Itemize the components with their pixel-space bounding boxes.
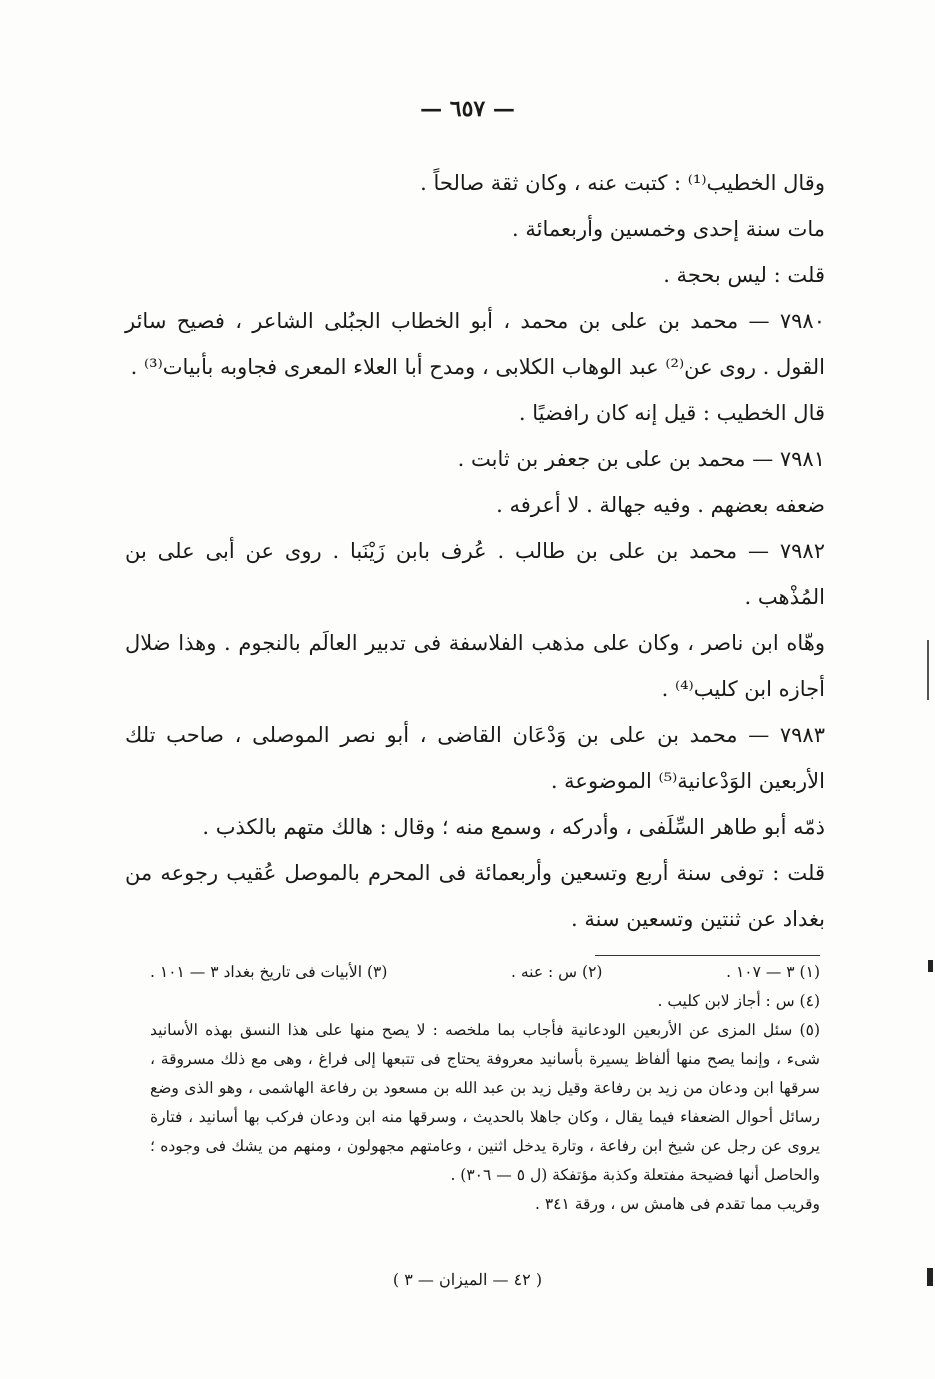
signature-mark: ( ٤٢ — الميزان — ٣ ): [392, 1270, 543, 1289]
footnote-divider: [595, 955, 820, 956]
paragraph-1: وقال الخطيب⁽¹⁾ : كتبت عنه ، وكان ثقة صالحاً .: [420, 171, 825, 195]
paragraph-2: مات سنة إحدى وخمسين وأربعمائة .: [512, 217, 825, 241]
paragraph-9: وهّاه ابن ناصر ، وكان على مذهب الفلاسفة فى تدبير العالَم بالنجوم . وهذا ضلال أجازه ابن كليب⁽⁴⁾ .: [125, 631, 825, 701]
footnote-4: (٤) س : أجاز لابن كليب .: [657, 992, 820, 1010]
footnote-2: (٢) س : عنه .: [511, 963, 603, 981]
footnote-row-1: [150, 958, 820, 987]
footnote-6: وقريب مما تقدم فى هامش س ، ورقة ٣٤١ .: [534, 1195, 820, 1213]
paragraph-12: قلت : توفى سنة أربع وتسعين وأربعمائة فى المحرم بالموصل عُقيب رجوعه من بغداد عن ثنتين وتسعين سنة .: [125, 861, 825, 931]
page-number: — ٦٥٧ —: [420, 96, 515, 122]
footnotes: [150, 958, 820, 1219]
paragraph-5: قال الخطيب : قيل إنه كان رافضيًا .: [518, 401, 825, 425]
scan-mark-right-bottom: [927, 1268, 933, 1286]
entry-7982: ٧٩٨٢ — محمد بن على بن طالب . عُرف بابن زَيْنَبا . روى عن أبى على بن المُذْهب .: [125, 539, 825, 609]
paragraph-11: ذمّه أبو طاهر السِّلَفى ، وأدركه ، وسمع منه ؛ وقال : هالك متهم بالكذب .: [202, 815, 825, 839]
main-text: [125, 160, 825, 942]
paragraph-7: ضعفه بعضهم . وفيه جهالة . لا أعرفه .: [496, 493, 825, 517]
paragraph-3: قلت : ليس بحجة .: [663, 263, 825, 287]
scan-mark-right: [928, 960, 933, 972]
footnote-5: (٥) سئل المزى عن الأربعين الودعانية فأجاب بما ملخصه : لا يصح منها على هذا النسق بهذه الأسانيد شىء ، وإنما يصح منها ألفاظ يسيرة بأسانيد معروفة يحتاج فى تتبعها إلى فراغ ، وهى مع ذلك مسروقة ، سرقها ابن ودعان من زيد بن رفاعة وقيل زيد بن عبد الله بن مسعود بن رفاعة الهاشمى ، وهو الذى وضع رسائل أحوال الضعفاء فيما يقال ، وكان جاهلا بالحديث ، وسرقها منه ابن ودعان فركب بها أسانيد ، فتارة يروى عن رجل عن شيخ ابن رفاعة ، وتارة يدخل اثنين ، وعامتهم مجهولون ، ومنهم من يشك فى وجوده ؛ والحاصل أنها فضيحة مفتعلة وكذبة مؤتفكة (ل ٥ — ٣٠٦) .: [150, 1021, 820, 1184]
footnote-3: (٣) الأبيات فى تاريخ بغداد ٣ — ١٠١ .: [150, 963, 388, 981]
scan-mark-right-top: [927, 640, 929, 700]
footnote-1: (١) ٣ — ١٠٧ .: [726, 963, 820, 981]
entry-7980: ٧٩٨٠ — محمد بن على بن محمد ، أبو الخطاب الجبُلى الشاعر ، فصيح سائر القول . روى عن⁽²⁾ عبد الوهاب الكلابى ، ومدح أبا العلاء المعرى فجاوبه بأبيات⁽³⁾ .: [125, 309, 825, 379]
entry-7983: ٧٩٨٣ — محمد بن على بن وَدْعَان القاضى ، أبو نصر الموصلى ، صاحب تلك الأربعين الوَدْعانية⁽⁵⁾ الموضوعة .: [125, 723, 825, 793]
entry-7981: ٧٩٨١ — محمد بن على بن جعفر بن ثابت .: [457, 447, 825, 471]
